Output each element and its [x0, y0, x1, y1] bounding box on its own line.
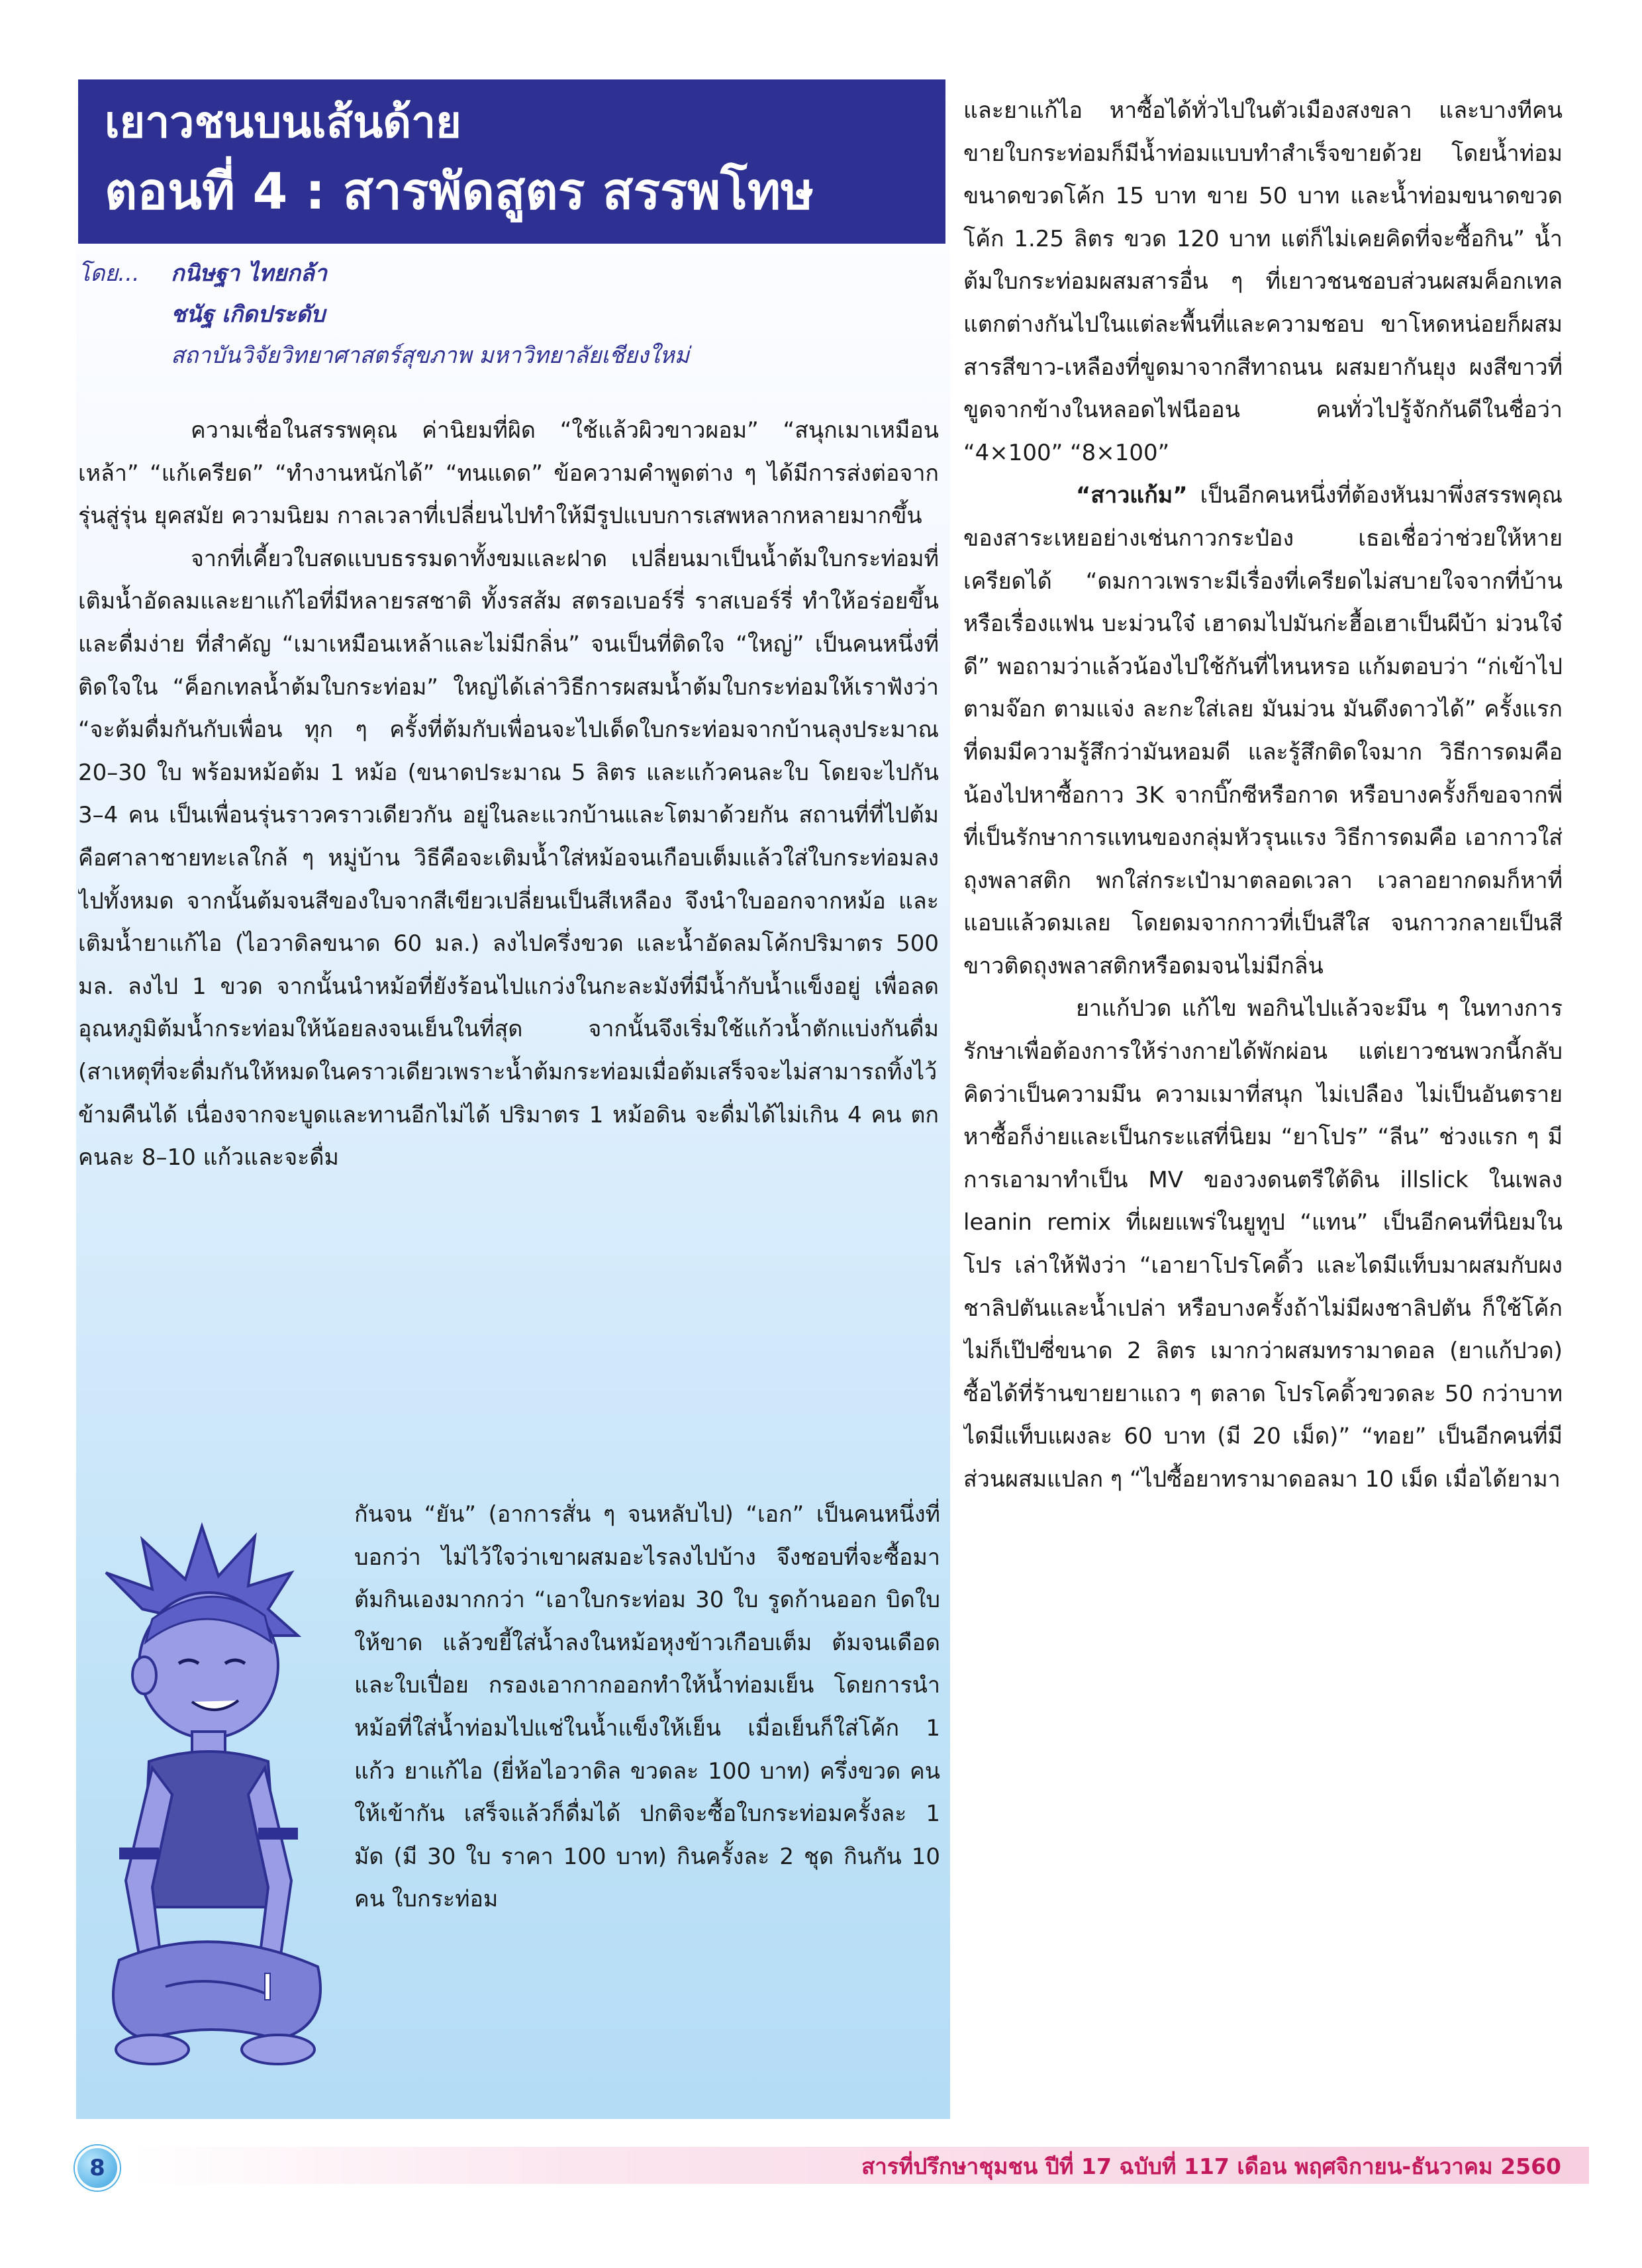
author-1: กนิษฐา ไทยกล้า: [171, 260, 327, 287]
paragraph: และยาแก้ไอ หาซื้อได้ทั่วไปในตัวเมืองสงขลา และบางทีคนขายใบกระท่อมก็มีน้ำท่อมแบบทำสำเร็จขายด้วย โดยน้ำท่อมขนาดขวดโค้ก 15 บาท ขาย 50 บาท และน้ำท่อมขนาดขวดโค้ก 1.25 ลิตร ขวด 120 บาท แต่ก็ไม่เคยคิดที่จะซื้อกิน” น้ำต้มใบกระท่อมผสมสารอื่น ๆ ที่เยาวชนชอบส่วนผสมค็อกเทลแตกต่างกันไปในแต่ละพื้นที่และความชอบ ขาโหดหน่อยก็ผสมสารสีขาว-เหลืองที่ขูดมาจากสีทาถนน ผสมยากันยุง ผงสีขาวที่ขูดจากข้างในหลอดไฟนีออน คนทั่วไปรู้จักกันดีในชื่อว่า “4×100” “8×100”: [963, 97, 1563, 466]
author-2: ชนัฐ เกิดประดับ: [171, 301, 325, 328]
byline: [78, 253, 945, 376]
paragraph: จากที่เคี้ยวใบสดแบบธรรมดาทั้งขมและฝาด เปลี่ยนมาเป็นน้ำต้มใบกระท่อมที่เติมน้ำอัดลมและยาแก้ไอที่มีหลายรสชาติ ทั้งรสส้ม สตรอเบอร์รี่ ราสเบอร์รี่ ทำให้อร่อยขึ้นและดื่มง่าย ที่สำคัญ “เมาเหมือนเหล้าและไม่มีกลิ่น” จนเป็นที่ติดใจ “ใหญ่” เป็นคนหนึ่งที่ติดใจใน “ค็อกเทลน้ำต้มใบกระท่อม” ใหญ่ได้เล่าวิธีการผสมน้ำต้มใบกระท่อมให้เราฟังว่า “จะต้มดื่มกันกับเพื่อน ทุก ๆ ครั้งที่ต้มกับเพื่อนจะไปเด็ดใบกระท่อมจากบ้านลุงประมาณ 20–30 ใบ พร้อมหม้อต้ม 1 หม้อ (ขนาดประมาณ 5 ลิตร และแก้วคนละใบ โดยจะไปกัน 3–4 คน เป็นเพื่อนรุ่นราวคราวเดียวกัน อยู่ในละแวกบ้านและโตมาด้วยกัน สถานที่ที่ไปต้มคือศาลาชายทะเลใกล้ ๆ หมู่บ้าน วิธีคือจะเติมน้ำใส่หม้อจนเกือบเต็มแล้วใส่ใบกระท่อมลงไปทั้งหมด จากนั้นต้มจนสีของใบจากสีเขียวเปลี่ยนเป็นสีเหลือง จึงนำใบออกจากหม้อ และเติมน้ำยาแก้ไอ (ไอวาดิลขนาด 60 มล.) ลงไปครึ่งขวด และน้ำอัดลมโค้กปริมาตร 500 มล. ลงไป 1 ขวด จากนั้นนำหม้อที่ยังร้อนไปแกว่งในกะละมังที่มีน้ำกับน้ำแข็งอยู่ เพื่อลดอุณหภูมิต้มน้ำกระท่อมให้น้อยลงจนเย็นในที่สุด จากนั้นจึงเริ่มใช้แก้วน้ำตักแบ่งกันดื่ม (สาเหตุที่จะดื่มกันให้หมดในคราวเดียวเพราะน้ำต้มกระท่อมเมื่อต้มเสร็จจะไม่สามารถทิ้งไว้ข้ามคืนได้ เนื่องจากจะบูดและทานอีกไม่ได้ ปริมาตร 1 หม้อดิน จะดื่มได้ไม่เกิน 4 คน ตกคนละ 8–10 แก้วและจะดื่ม: [78, 545, 939, 1171]
article-title-banner: [78, 79, 945, 244]
paragraph-text: เป็นอีกคนหนึ่งที่ต้องหันมาพึ่งสรรพคุณของสาระเหยอย่างเช่นกาวกระป๋อง เธอเชื่อว่าช่วยให้หายเครียดได้ “ดมกาวเพราะมีเรื่องที่เครียดไม่สบายใจจากที่บ้านหรือเรื่องแฟน บะม่วนใจ๋ เฮาดมไปมันก่ะฮื้อเฮาเป็นผีบ้า ม่วนใจ๋ดี” พอถามว่าแล้วน้องไปใช้กันที่ไหนหรอ แก้มตอบว่า “ก่เข้าไปตามจ๊อก ตามแจ่ง ละกะใส่เลย มันม่วน มันดึงดาวได้” ครั้งแรกที่ดมมีความรู้สึกว่ามันหอมดี และรู้สึกติดใจมาก วิธีการดมคือ น้องไปหาซื้อกาว 3K จากบิ๊กซีหรือกาด หรือบางครั้งก็ขอจากพี่ที่เป็นรักษาการแทนของกลุ่มหัวรุนแรง วิธีการดมคือ เอากาวใส่ถุงพลาสติก พกใส่กระเป๋ามาตลอดเวลา เวลาอยากดมก็หาที่แอบแล้วดมเลย โดยดมจากกาวที่เป็นสีใส จนกาวกลายเป็นสีขาวติดถุงพลาสติกหรือดมจนไม่มีกลิ่น: [963, 482, 1563, 979]
emphasized-name: “สาวแก้ม”: [1076, 482, 1188, 509]
left-column-text: [78, 409, 939, 1482]
cartoon-boy-illustration: [79, 1510, 371, 2093]
author-affiliation: สถาบันวิจัยวิทยาศาสตร์สุขภาพ มหาวิทยาลัยเชียงใหม่: [171, 342, 690, 369]
paragraph-continued: กันจน “ยัน” (อาการสั่น ๆ จนหลับไป) “เอก” เป็นคนหนึ่งที่บอกว่า ไม่ไว้ใจว่าเขาผสมอะไรลงไปบ้าง จึงชอบที่จะซื้อมาต้มกินเองมากกว่า “เอาใบกระท่อม 30 ใบ รูดก้านออก บิดใบให้ขาด แล้วขยี้ใส่น้ำลงในหม้อหุงข้าวเกือบเต็ม ต้มจนเดือดและใบเปื่อย กรองเอากากออกทำให้น้ำท่อมเย็น โดยการนำหม้อที่ใส่น้ำท่อมไปแช่ในน้ำแข็งให้เย็น เมื่อเย็นก็ใส่โค้ก 1 แก้ว ยาแก้ไอ (ยี่ห้อไอวาดิล ขวดละ 100 บาท) ครึ่งขวด คนให้เข้ากัน เสร็จแล้วก็ดื่มได้ ปกติจะซื้อใบกระท่อมครั้งละ 1 มัด (มี 30 ใบ ราคา 100 บาท) กินครั้งละ 2 ชุด กินกัน 10 คน ใบกระท่อม: [354, 1501, 940, 1913]
paragraph: ยาแก้ปวด แก้ไข พอกินไปแล้วจะมึน ๆ ในทางการรักษาเพื่อต้องการให้ร่างกายได้พักผ่อน แต่เยาวชนพวกนี้กลับคิดว่าเป็นความมึน ความเมาที่สนุก ไม่เปลือง ไม่เป็นอันตราย หาซื้อก็ง่ายและเป็นกระแสที่นิยม “ยาโปร” “ลีน” ช่วงแรก ๆ มีการเอามาทำเป็น MV ของวงดนตรีใต้ดิน illslick ในเพลง leanin remix ที่เผยแพร่ในยูทูป “แทน” เป็นอีกคนที่นิยมในโปร เล่าให้ฟังว่า “เอายาโปรโคดิ้ว และไดมีแท็บมาผสมกับผงชาลิปตันและน้ำเปล่า หรือบางครั้งถ้าไม่มีผงชาลิปตัน ก็ใช้โค้กไม่ก็เป๊ปซี่ขนาด 2 ลิตร เมากว่าผสมทรามาดอล (ยาแก้ปวด) ซื้อได้ที่ร้านขายยาแถว ๆ ตลาด โปรโคดิ้วขวดละ 50 กว่าบาท ไดมีแท็บแผงละ 60 บาท (มี 20 เม็ด)” “ทอย” เป็นอีกคนที่มีส่วนผสมแปลก ๆ “ไปซื้อยาทรามาดอลมา 10 เม็ด เมื่อได้ยามา: [963, 995, 1563, 1493]
page-number: 8: [75, 2145, 120, 2191]
byline-label: โดย...: [78, 260, 140, 287]
episode-title: ตอนที่ 4 : สารพัดสูตร สรรพโทษ: [105, 162, 814, 221]
paragraph: ความเชื่อในสรรพคุณ ค่านิยมที่ผิด “ใช้แล้วผิวขาวผอม” “สนุกเมาเหมือนเหล้า” “แก้เครียด” “ทำงานหนักได้” “ทนแดด” ข้อความคำพูดต่าง ๆ ได้มีการส่งต่อจากรุ่นสู่รุ่น ยุคสมัย ความนิยม กาลเวลาที่เปลี่ยนไปทำให้มีรูปแบบการเสพหลากหลายมากขึ้น: [78, 417, 939, 530]
right-column-text: [963, 89, 1563, 2122]
publication-info: สารที่ปรึกษาชุมชน ปีที่ 17 ฉบับที่ 117 เดือน พฤศจิกายน-ธันวาคม 2560: [861, 2153, 1561, 2179]
series-title: เยาวชนบนเส้นด้าย: [105, 97, 461, 148]
paragraph-saokaem: [963, 474, 1563, 987]
left-column-wrapped-text: [354, 1493, 940, 2116]
